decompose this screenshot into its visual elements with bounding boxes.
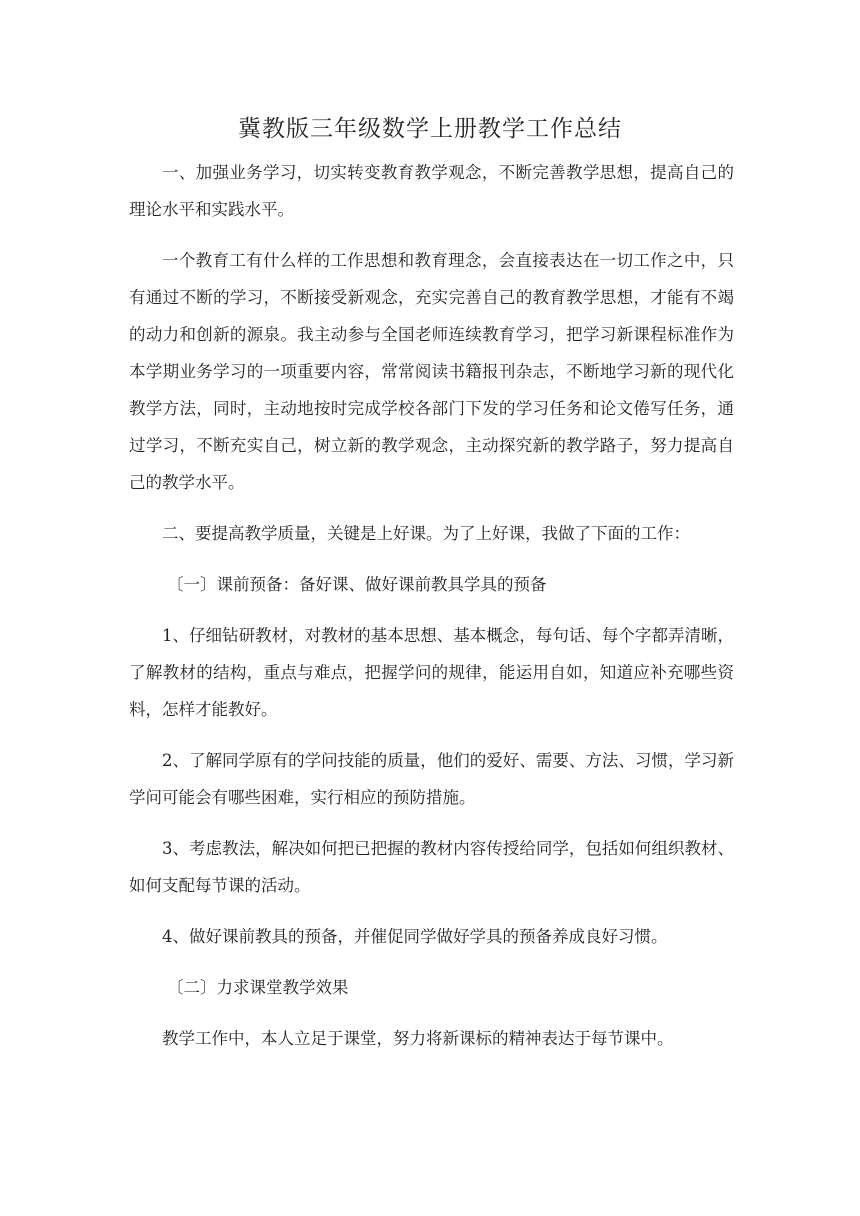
paragraph-item-3: 3、考虑教法，解决如何把已把握的教材内容传授给同学，包括如何组织教材、如何支配每节课的活动。 bbox=[129, 839, 734, 895]
document-title: 冀教版三年级数学上册教学工作总结 bbox=[238, 116, 622, 142]
paragraph-subsection-1: 〔一〕课前预备：备好课、做好课前教具学具的预备 bbox=[166, 575, 547, 594]
document-body bbox=[129, 154, 734, 1071]
paragraph-item-2: 2、了解同学原有的学问技能的质量，他们的爱好、需要、方法、习惯，学习新学问可能会有哪些困难，实行相应的预防措施。 bbox=[129, 751, 734, 807]
paragraph-section-1: 一、加强业务学习，切实转变教育教学观念，不断完善教学思想，提高自己的理论水平和实践水平。 bbox=[129, 163, 734, 219]
paragraph-body-2: 教学工作中，本人立足于课堂，努力将新课标的精神表达于每节课中。 bbox=[162, 1029, 674, 1048]
paragraph-item-4: 4、做好课前教具的预备，并催促同学做好学具的预备养成良好习惯。 bbox=[162, 927, 668, 946]
paragraph-section-2: 二、要提高教学质量，关键是上好课。为了上好课，我做了下面的工作： bbox=[162, 524, 690, 543]
paragraph-body-1: 一个教育工有什么样的工作思想和教育理念，会直接表达在一切工作之中，只有通过不断的学习，不断接受新观念，充实完善自己的教育教学思想，才能有不竭的动力和创新的源泉。我主动参与全国老师连续教育学习，把学习新课程标准作为本学期业务学习的一项重要内容，常常阅读书籍报刊杂志，不断地学习新的现代化教学方法，同时，主动地按时完成学校各部门下发的学习任务和论文倦写任务，通过学习，不断充实自己，树立新的教学观念，主动探究新的教学路子，努力提高自己的教学水平。 bbox=[129, 251, 734, 492]
paragraph-subsection-2: 〔二〕力求课堂教学效果 bbox=[166, 978, 349, 997]
paragraph-item-1: 1、仔细钻研教材，对教材的基本思想、基本概念，每句话、每个字都弄清晰，了解教材的结构，重点与难点，把握学问的规律，能运用自如，知道应补充哪些资料，怎样才能教好。 bbox=[129, 626, 734, 719]
